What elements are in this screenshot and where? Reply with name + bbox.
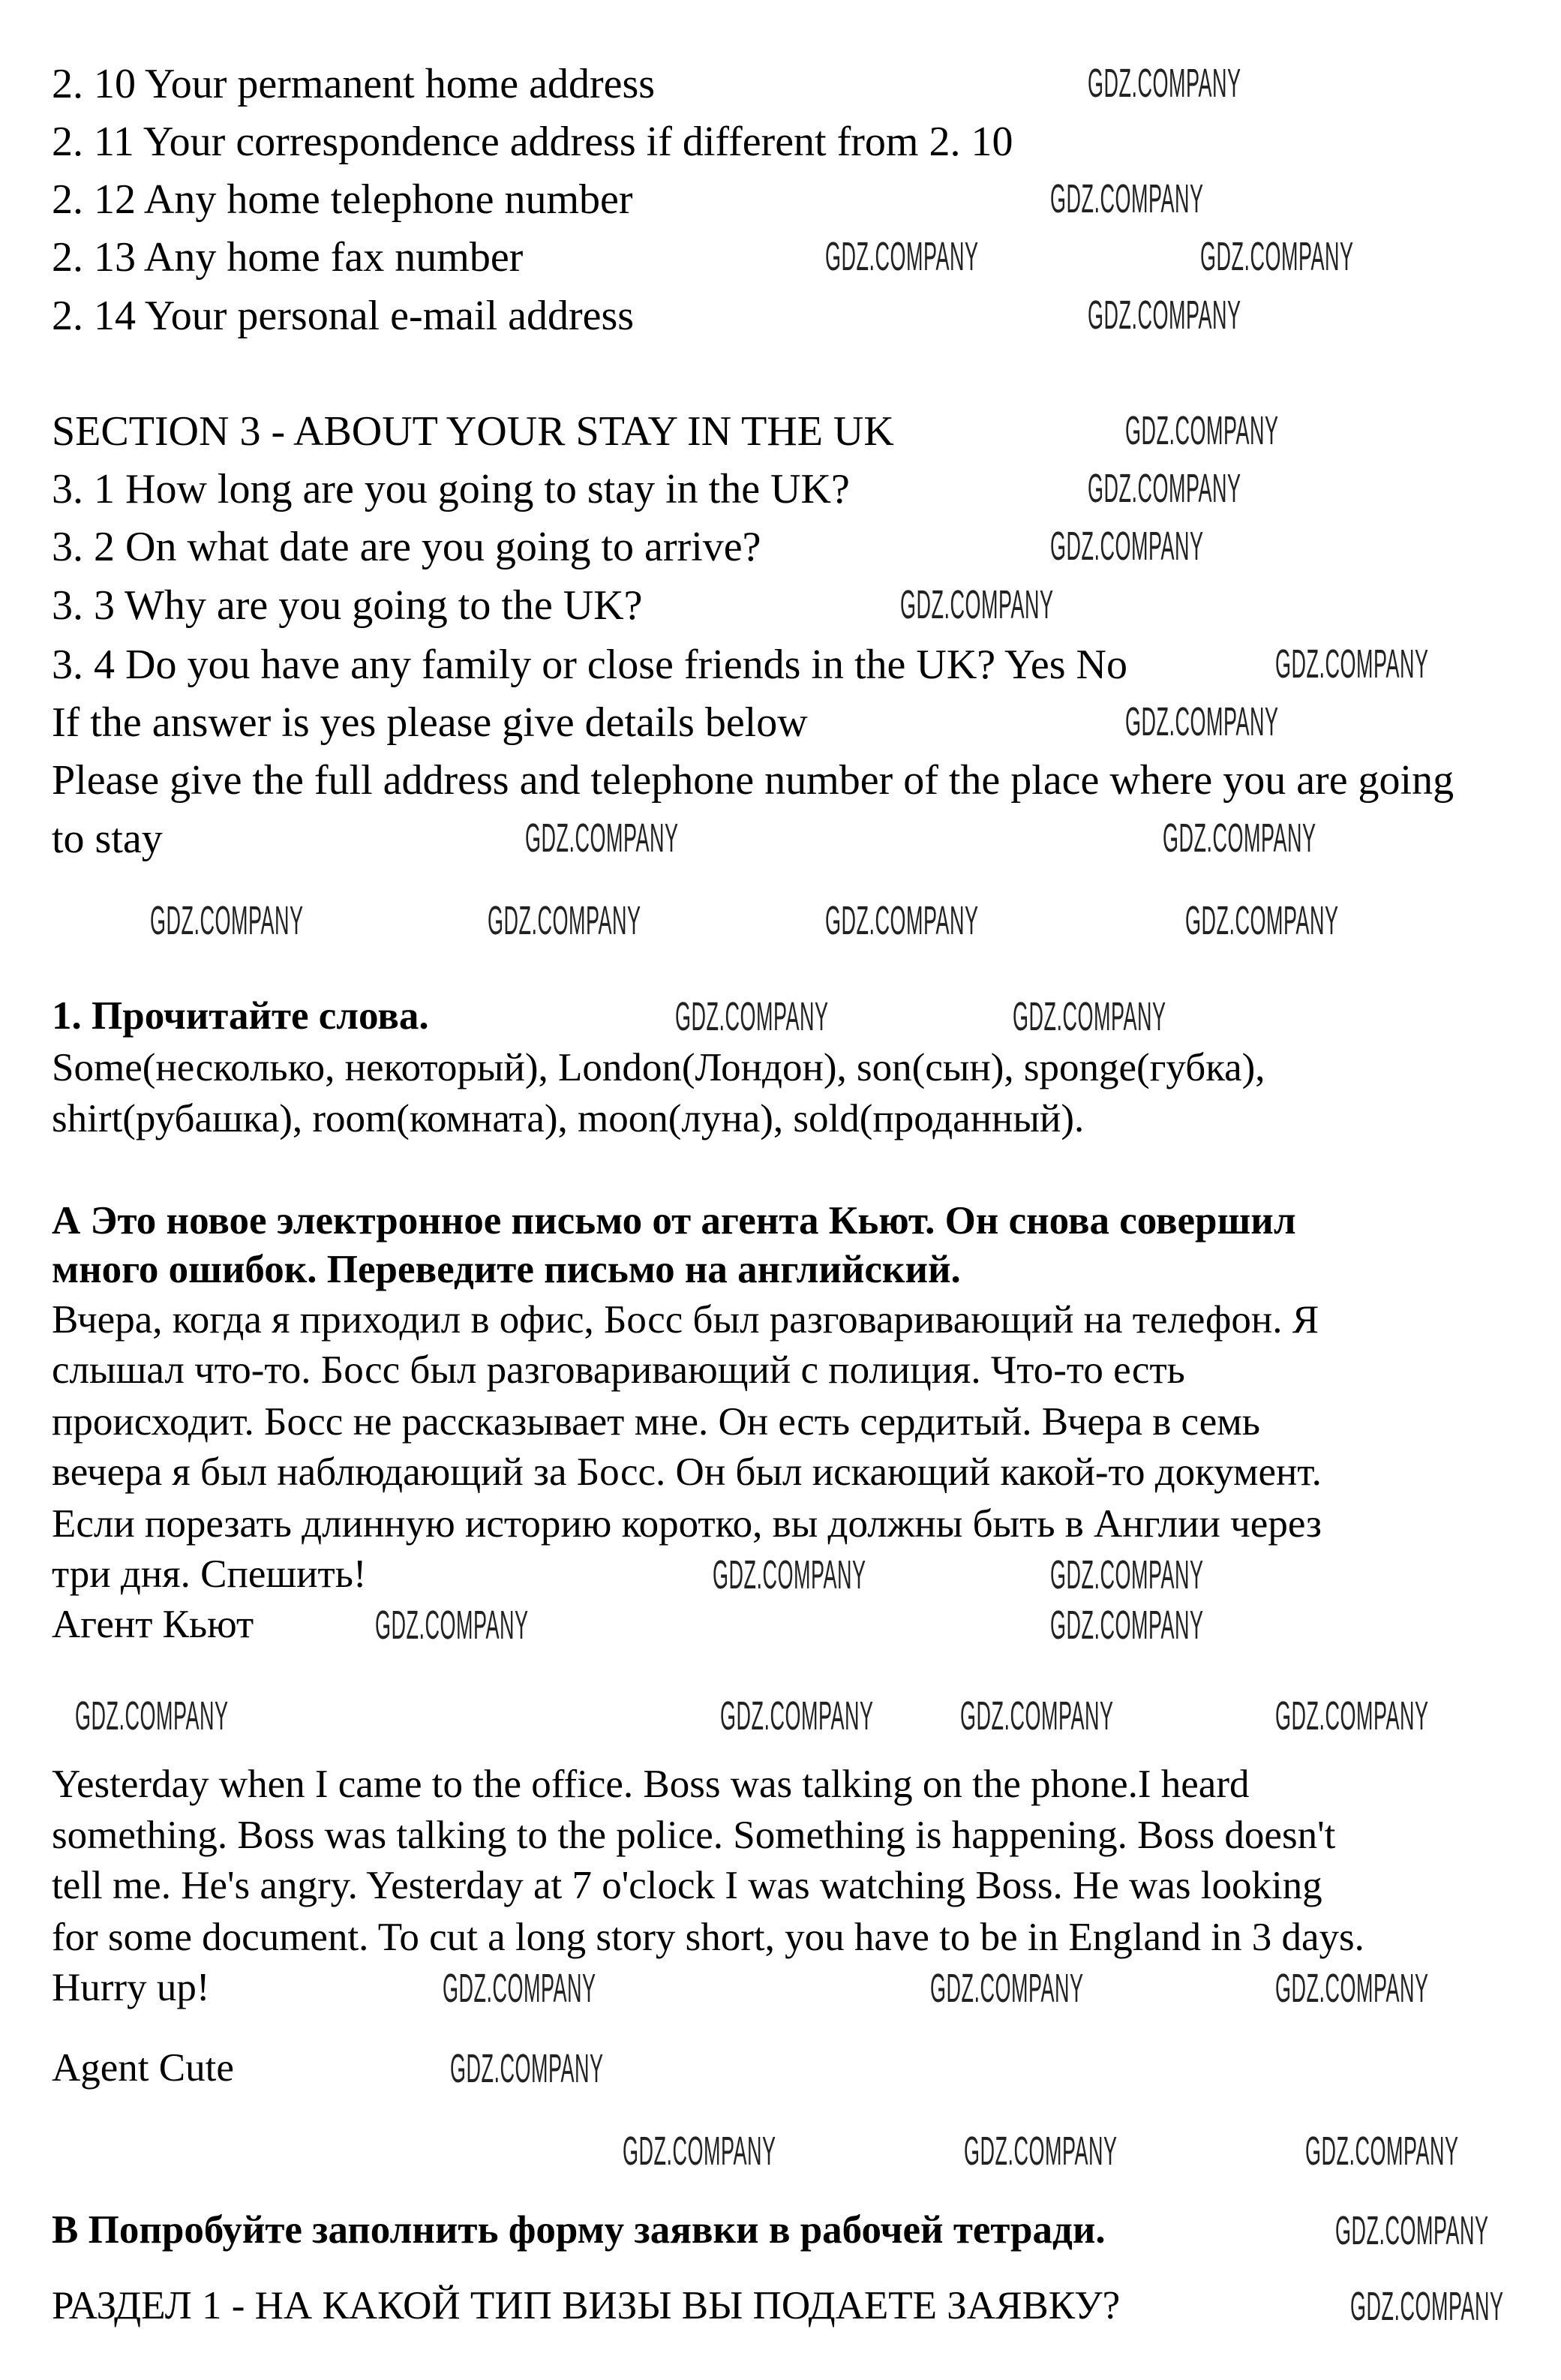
letter-line: происходит. Босс не рассказывает мне. Он есть сердитый. Вчера в семь (52, 1400, 1260, 1444)
watermark: GDZ.COMPANY (825, 898, 979, 943)
form-line: Please give the full address and telephone number of the place where you are going (52, 757, 1454, 804)
watermark: GDZ.COMPANY (450, 2046, 604, 2091)
section-heading: SECTION 3 - ABOUT YOUR STAY IN THE UK (52, 408, 894, 455)
letter-line: три дня. Спешить! (52, 1552, 367, 1596)
watermark: GDZ.COMPANY (675, 994, 829, 1039)
answer-line: for some document. To cut a long story short, you have to be in England in 3 days. (52, 1916, 1364, 1959)
watermark: GDZ.COMPANY (488, 898, 641, 943)
watermark: GDZ.COMPANY (525, 816, 679, 861)
watermark: GDZ.COMPANY (1163, 816, 1316, 861)
watermark: GDZ.COMPANY (1125, 408, 1279, 453)
answer-line: something. Boss was talking to the police. Something is happening. Boss doesn't (52, 1814, 1336, 1857)
watermark: GDZ.COMPANY (713, 1552, 866, 1597)
task-text: Some(несколько, некоторый), London(Лондон), son(сын), sponge(губка), (52, 1046, 1265, 1089)
watermark: GDZ.COMPANY (1185, 898, 1339, 943)
watermark: GDZ.COMPANY (1088, 61, 1241, 106)
form-line: 3. 2 On what date are you going to arrive? (52, 524, 761, 570)
letter-line: слышал что-то. Босс был разговаривающий с полиция. Что-то есть (52, 1348, 1185, 1392)
answer-line: Hurry up! (52, 1966, 210, 2009)
task-heading: 1. Прочитайте слова. (52, 994, 429, 1038)
watermark: GDZ.COMPANY (1088, 293, 1241, 338)
watermark: GDZ.COMPANY (1275, 1966, 1429, 2011)
watermark: GDZ.COMPANY (623, 2129, 776, 2174)
form-line: to stay (52, 816, 163, 862)
watermark: GDZ.COMPANY (964, 2129, 1118, 2174)
form-line: 3. 3 Why are you going to the UK? (52, 582, 643, 629)
watermark: GDZ.COMPANY (1050, 1552, 1204, 1597)
letter-line: вечера я был наблюдающий за Босс. Он был искающий какой-то документ. (52, 1450, 1322, 1494)
answer-signature: Agent Cute (52, 2046, 234, 2090)
task-heading: А Это новое электронное письмо от агента Кьют. Он снова совершил (52, 1199, 1296, 1243)
watermark: GDZ.COMPANY (1088, 466, 1241, 511)
watermark: GDZ.COMPANY (1125, 699, 1279, 744)
form-line: 2. 14 Your personal e-mail address (52, 293, 635, 339)
form-line: 2. 12 Any home telephone number (52, 176, 633, 223)
letter-line: Вчера, когда я приходил в офис, Босс был разговаривающий на телефон. Я (52, 1298, 1319, 1342)
watermark: GDZ.COMPANY (1050, 524, 1204, 569)
watermark: GDZ.COMPANY (900, 582, 1054, 627)
watermark: GDZ.COMPANY (75, 1693, 229, 1738)
watermark: GDZ.COMPANY (930, 1966, 1084, 2011)
task-text: РАЗДЕЛ 1 - НА КАКОЙ ТИП ВИЗЫ ВЫ ПОДАЕТЕ ЗАЯВКУ? (52, 2284, 1121, 2327)
task-text: shirt(рубашка), room(комната), moon(луна), sold(проданный). (52, 1097, 1085, 1140)
watermark: GDZ.COMPANY (1275, 1693, 1429, 1738)
letter-signature: Агент Кьют (52, 1603, 254, 1646)
watermark: GDZ.COMPANY (1013, 994, 1166, 1039)
form-line: 3. 4 Do you have any family or close friends in the UK? Yes No (52, 642, 1127, 688)
watermark: GDZ.COMPANY (960, 1693, 1114, 1738)
watermark: GDZ.COMPANY (150, 898, 304, 943)
watermark: GDZ.COMPANY (1050, 176, 1204, 221)
watermark: GDZ.COMPANY (375, 1603, 529, 1648)
watermark: GDZ.COMPANY (1350, 2284, 1504, 2329)
watermark: GDZ.COMPANY (825, 234, 979, 279)
form-line: 2. 13 Any home fax number (52, 234, 524, 281)
task-heading: много ошибок. Переведите письмо на английский. (52, 1248, 961, 1291)
form-line: If the answer is yes please give details below (52, 699, 808, 746)
answer-line: tell me. He's angry. Yesterday at 7 o'clock I was watching Boss. He was looking (52, 1864, 1322, 1907)
form-line: 2. 10 Your permanent home address (52, 61, 656, 107)
watermark: GDZ.COMPANY (443, 1966, 596, 2011)
watermark: GDZ.COMPANY (1335, 2208, 1489, 2253)
letter-line: Если порезать длинную историю коротко, вы должны быть в Англии через (52, 1502, 1322, 1546)
answer-line: Yesterday when I came to the office. Boss was talking on the phone.I heard (52, 1762, 1250, 1806)
watermark: GDZ.COMPANY (720, 1693, 874, 1738)
form-line: 2. 11 Your correspondence address if different from 2. 10 (52, 119, 1013, 165)
form-line: 3. 1 How long are you going to stay in the UK? (52, 466, 850, 512)
watermark: GDZ.COMPANY (1200, 234, 1354, 279)
watermark: GDZ.COMPANY (1305, 2129, 1459, 2174)
watermark: GDZ.COMPANY (1050, 1603, 1204, 1648)
watermark: GDZ.COMPANY (1275, 642, 1429, 687)
task-heading: В Попробуйте заполнить форму заявки в рабочей тетради. (52, 2208, 1106, 2252)
